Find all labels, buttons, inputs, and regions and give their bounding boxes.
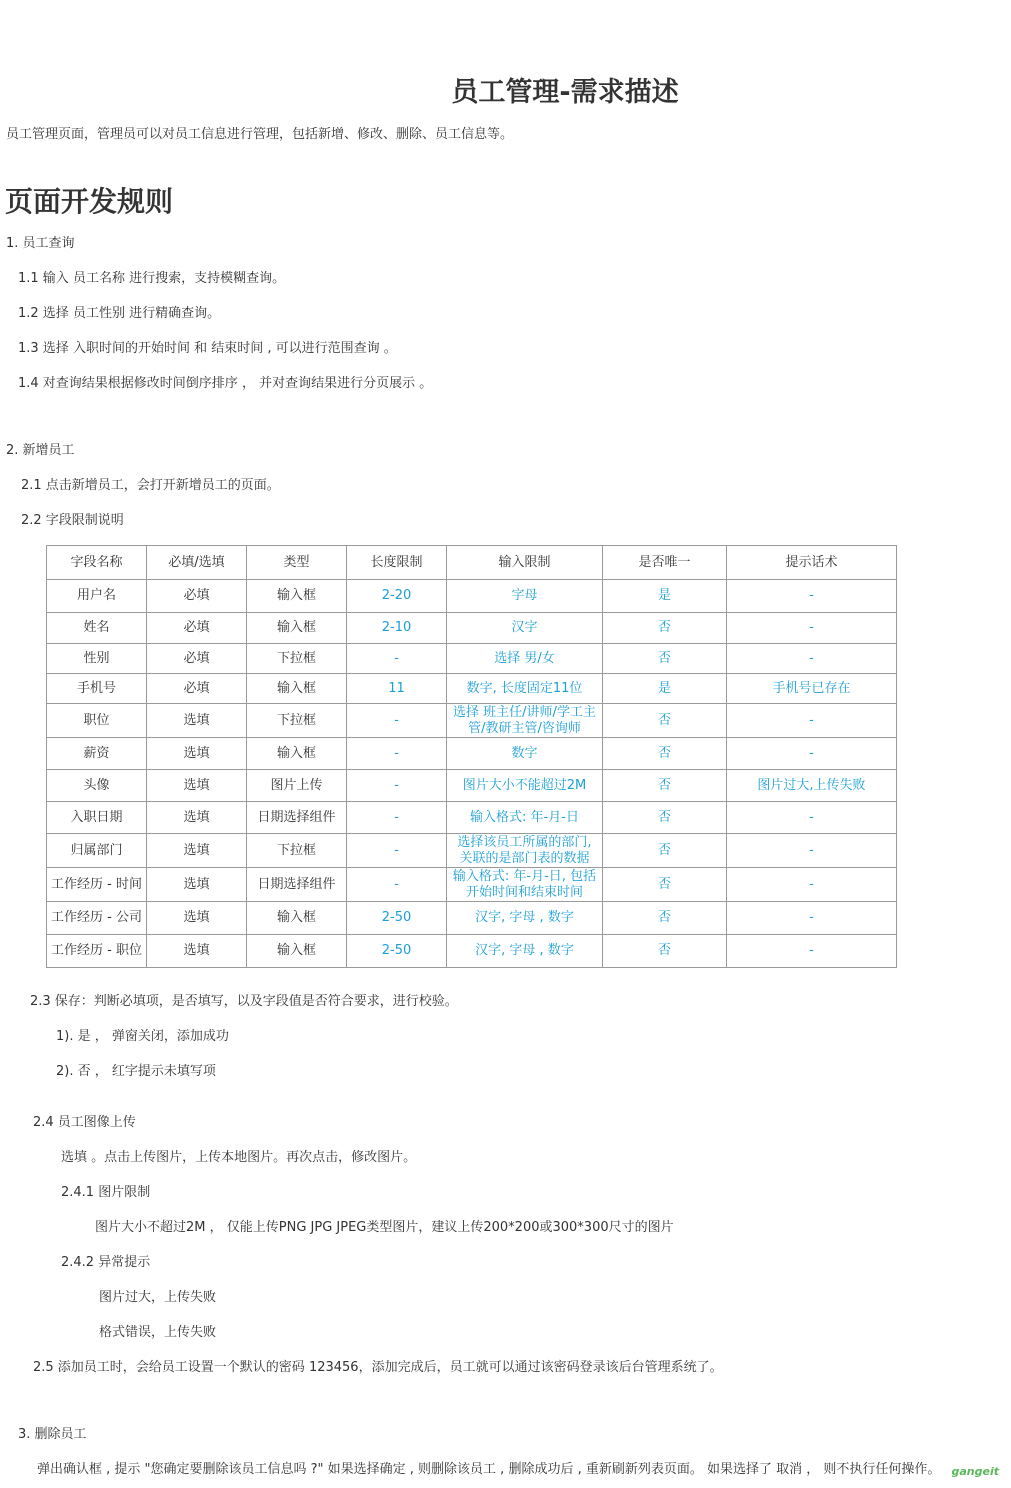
s2-p242: 2.4.2 异常提示 (61, 1255, 151, 1270)
table-cell: - (727, 644, 897, 674)
s2-p21: 2.1 点击新增员工，会打开新增员工的页面。 (21, 478, 280, 493)
intro-text: 员工管理页面，管理员可以对员工信息进行管理，包括新增、修改、删除、员工信息等。 (6, 127, 514, 142)
table-cell: 否 (603, 613, 727, 644)
table-cell: 下拉框 (247, 644, 347, 674)
table-cell: - (347, 770, 447, 802)
table-cell: 汉字 (447, 613, 603, 644)
table-cell: 必填 (147, 644, 247, 674)
s2-p23-no: 2). 否 ， 红字提示未填写项 (56, 1064, 216, 1079)
table-cell: - (727, 868, 897, 902)
table-row (47, 902, 897, 935)
table-cell: - (727, 902, 897, 935)
s2-p23-yes: 1). 是 ， 弹窗关闭，添加成功 (56, 1029, 229, 1044)
table-cell: 选择 男/女 (447, 644, 603, 674)
column-header: 输入限制 (447, 546, 603, 580)
table-cell: 汉字, 字母 , 数字 (447, 902, 603, 935)
s1-item: 1.2 选择 员工性别 进行精确查询。 (18, 306, 221, 321)
table-cell: 工作经历 - 时间 (47, 868, 147, 902)
s2-p241: 2.4.1 图片限制 (61, 1185, 151, 1200)
table-cell: - (727, 834, 897, 868)
table-cell: 日期选择组件 (247, 868, 347, 902)
table-header-row (47, 546, 897, 580)
table-cell: 图片大小不能超过2M (447, 770, 603, 802)
s2-p241-desc: 图片大小不超过2M ， 仅能上传PNG JPG JPEG类型图片，建议上传200*200或300*300尺寸的图片 (95, 1220, 674, 1235)
table-cell: 是 (603, 580, 727, 613)
table-cell: 否 (603, 935, 727, 968)
table-row (47, 674, 897, 704)
table-cell: 2-20 (347, 580, 447, 613)
table-cell: 日期选择组件 (247, 802, 347, 834)
table-cell: 用户名 (47, 580, 147, 613)
s2-p24-desc: 选填 。点击上传图片，上传本地图片。再次点击，修改图片。 (61, 1150, 417, 1165)
table-row (47, 580, 897, 613)
table-cell: 必填 (147, 613, 247, 644)
table-cell: 工作经历 - 职位 (47, 935, 147, 968)
table-cell: - (727, 580, 897, 613)
table-cell: 汉字, 字母 , 数字 (447, 935, 603, 968)
table-cell: 性别 (47, 644, 147, 674)
table-cell: - (347, 738, 447, 770)
table-cell: 选填 (147, 902, 247, 935)
table-cell: - (727, 802, 897, 834)
table-cell: 2-50 (347, 935, 447, 968)
s2-p242-item: 图片过大，上传失败 (99, 1290, 217, 1305)
s2-heading: 2. 新增员工 (6, 443, 75, 458)
table-cell: 工作经历 - 公司 (47, 902, 147, 935)
table-cell: 输入框 (247, 674, 347, 704)
table-cell: 选择该员工所属的部门, 关联的是部门表的数据 (447, 834, 603, 868)
table-cell: 否 (603, 704, 727, 738)
table-cell: 图片上传 (247, 770, 347, 802)
s3-desc: 弹出确认框 , 提示 "您确定要删除该员工信息吗 ?" 如果选择确定 , 则删除该员工 , 删除成功后 , 重新刷新列表页面。 如果选择了 取消 ， 则不执行任何操作。 (37, 1462, 941, 1477)
table-cell: 是 (603, 674, 727, 704)
table-cell: 输入格式: 年-月-日 (447, 802, 603, 834)
s2-p242-item: 格式错误，上传失败 (99, 1325, 217, 1340)
table-cell: - (727, 613, 897, 644)
table-cell: 必填 (147, 580, 247, 613)
table-row (47, 613, 897, 644)
s1-item: 1.4 对查询结果根据修改时间倒序排序 ， 并对查询结果进行分页展示 。 (18, 376, 433, 391)
table-cell: 输入框 (247, 613, 347, 644)
table-cell: 否 (603, 738, 727, 770)
s1-item: 1.3 选择 入职时间的开始时间 和 结束时间 , 可以进行范围查询 。 (18, 341, 397, 356)
table-row (47, 770, 897, 802)
table-cell: 数字, 长度固定11位 (447, 674, 603, 704)
table-row (47, 802, 897, 834)
table-cell: 入职日期 (47, 802, 147, 834)
table-cell: - (727, 704, 897, 738)
table-cell: - (347, 868, 447, 902)
table-cell: - (727, 935, 897, 968)
table-row (47, 644, 897, 674)
table-cell: 下拉框 (247, 704, 347, 738)
table-cell: 手机号已存在 (727, 674, 897, 704)
table-cell: 输入框 (247, 935, 347, 968)
section-heading: 页面开发规则 (5, 185, 174, 218)
table-cell: 薪资 (47, 738, 147, 770)
column-header: 长度限制 (347, 546, 447, 580)
field-spec-table (46, 545, 897, 968)
table-cell: 手机号 (47, 674, 147, 704)
watermark-logo: gangeit (951, 1465, 999, 1478)
table-cell: - (347, 644, 447, 674)
column-header: 提示话术 (727, 546, 897, 580)
column-header: 字段名称 (47, 546, 147, 580)
table-cell: 输入框 (247, 738, 347, 770)
s1-item: 1.1 输入 员工名称 进行搜索，支持模糊查询。 (18, 271, 286, 286)
table-cell: 输入框 (247, 580, 347, 613)
s3-heading: 3. 删除员工 (18, 1427, 87, 1442)
table-cell: 2-10 (347, 613, 447, 644)
column-header: 必填/选填 (147, 546, 247, 580)
table-cell: 选填 (147, 738, 247, 770)
table-cell: - (727, 738, 897, 770)
s2-p22: 2.2 字段限制说明 (21, 513, 124, 528)
table-cell: 姓名 (47, 613, 147, 644)
table-cell: 否 (603, 802, 727, 834)
table-cell: 否 (603, 834, 727, 868)
table-cell: 否 (603, 644, 727, 674)
table-row (47, 868, 897, 902)
s2-p23: 2.3 保存：判断必填项，是否填写，以及字段值是否符合要求，进行校验。 (30, 994, 458, 1009)
table-row (47, 704, 897, 738)
table-row (47, 834, 897, 868)
table-cell: 选填 (147, 704, 247, 738)
table-cell: 数字 (447, 738, 603, 770)
table-cell: 否 (603, 770, 727, 802)
table-cell: 必填 (147, 674, 247, 704)
table-cell: 选填 (147, 935, 247, 968)
s2-p24: 2.4 员工图像上传 (33, 1115, 136, 1130)
table-cell: 11 (347, 674, 447, 704)
table-cell: 选择 班主任/讲师/学工主管/教研主管/咨询师 (447, 704, 603, 738)
table-cell: 输入格式: 年-月-日, 包括开始时间和结束时间 (447, 868, 603, 902)
table-cell: 选填 (147, 834, 247, 868)
table-cell: 选填 (147, 802, 247, 834)
table-cell: - (347, 834, 447, 868)
table-cell: 否 (603, 868, 727, 902)
s2-p25: 2.5 添加员工时，会给员工设置一个默认的密码 123456，添加完成后，员工就可以通过该密码登录该后台管理系统了。 (33, 1360, 723, 1375)
table-cell: 选填 (147, 868, 247, 902)
table-cell: 头像 (47, 770, 147, 802)
column-header: 是否唯一 (603, 546, 727, 580)
table-cell: 职位 (47, 704, 147, 738)
table-cell: 2-50 (347, 902, 447, 935)
table-cell: - (347, 802, 447, 834)
table-cell: 图片过大,上传失败 (727, 770, 897, 802)
table-cell: - (347, 704, 447, 738)
table-cell: 选填 (147, 770, 247, 802)
table-row (47, 738, 897, 770)
page-title: 员工管理-需求描述 (451, 77, 679, 108)
table-cell: 归属部门 (47, 834, 147, 868)
column-header: 类型 (247, 546, 347, 580)
table-cell: 输入框 (247, 902, 347, 935)
table-row (47, 935, 897, 968)
s1-heading: 1. 员工查询 (6, 236, 75, 251)
table-cell: 字母 (447, 580, 603, 613)
table-cell: 下拉框 (247, 834, 347, 868)
table-cell: 否 (603, 902, 727, 935)
